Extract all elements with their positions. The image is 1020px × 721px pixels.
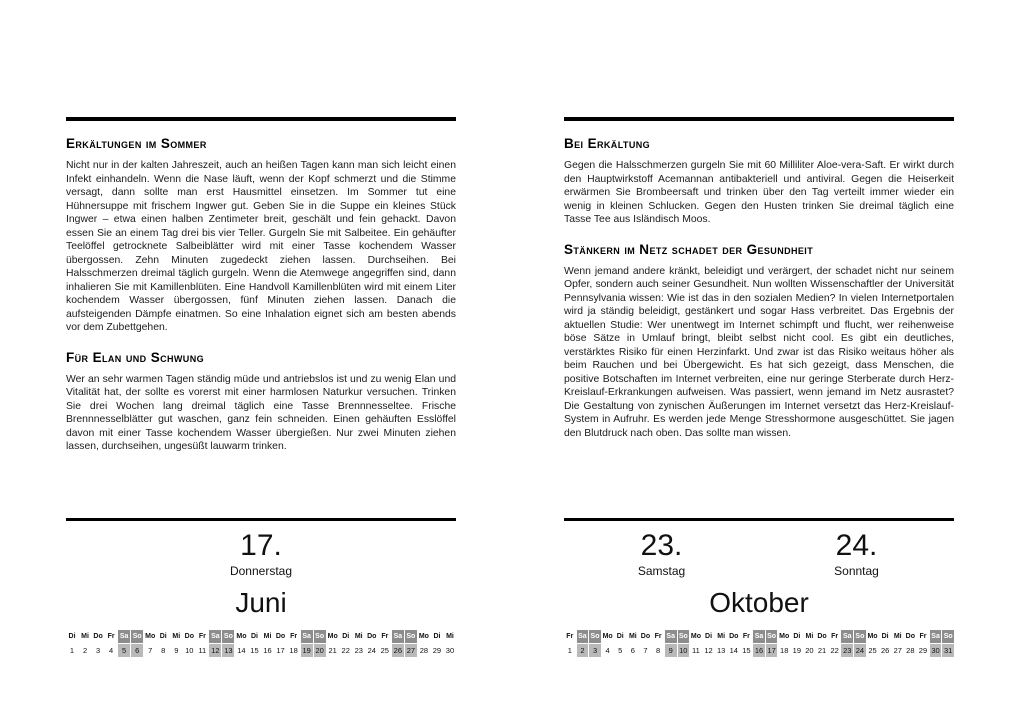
calendar-day-cell: 17 [767, 646, 776, 655]
calendar-weekday-cell: Sa [118, 630, 130, 643]
calendar-weekday-cell: Di [433, 633, 441, 640]
articles-area [66, 121, 456, 518]
calendar-day-cell: 26 [880, 646, 890, 655]
calendar-weekday-cell: Di [705, 633, 713, 640]
calendar-day-cell: 20 [805, 646, 814, 655]
day-number: 23. [640, 529, 683, 562]
calendar-day-cell: 9 [665, 644, 677, 657]
calendar-weekday-cell: Fr [198, 633, 206, 640]
calendar-day-cell: 6 [131, 644, 143, 657]
calendar-day-cell: 18 [289, 646, 298, 655]
calendar-day-cell: 2 [82, 646, 88, 655]
calendar-page-right [564, 117, 954, 657]
calendar-weekday-cell: Sa [841, 630, 853, 643]
calendar-day-cell: 19 [792, 646, 801, 655]
calendar-weekday-cell: Mi [354, 633, 363, 640]
calendar-weekday-cell: Mo [602, 633, 613, 640]
calendar-day-cell: 4 [605, 646, 610, 655]
calendar-weekday-cell: Mo [867, 633, 878, 640]
calendar-weekday-cell: Fr [107, 633, 115, 640]
calendar-day-cell: 29 [432, 646, 442, 655]
calendar-weekday-cell: Di [881, 633, 889, 640]
calendar-day-cell: 18 [780, 646, 789, 655]
weekday-label: Donnerstag [229, 564, 293, 578]
calendar-weekday-cell: Do [184, 633, 194, 640]
calendar-day-cell: 14 [729, 646, 738, 655]
calendar-weekday-cell: Do [640, 633, 651, 640]
calendar-day-cell: 6 [630, 646, 635, 655]
calendar-day-cell: 13 [224, 646, 233, 655]
calendar-day-cell: 27 [893, 646, 902, 655]
calendar-weekday-cell: Sa [209, 630, 221, 643]
calendar-weekday-cell: So [131, 630, 143, 643]
calendar-weekday-cell: So [854, 630, 866, 643]
date-block [759, 531, 954, 578]
month-label: Juni [235, 587, 287, 618]
calendar-weekday-cell: Di [68, 633, 76, 640]
calendar-day-cell: 17 [276, 646, 285, 655]
article-heading: Erkältungen im Sommer [66, 136, 207, 151]
calendar-day-cell: 11 [198, 646, 207, 655]
calendar-weekday-cell: Do [729, 633, 739, 640]
calendar-weekday-cell: So [678, 630, 690, 643]
month-label: Oktober [709, 587, 809, 618]
calendar-day-cell: 7 [148, 646, 153, 655]
calendar-day-cell: 7 [643, 646, 648, 655]
date-block [66, 531, 456, 578]
calendar-weekday-cell: Sa [577, 630, 589, 643]
calendar-weekday-cell: Fr [919, 633, 927, 640]
calendar-weekday-cell: Sa [392, 630, 404, 643]
calendar-day-cell: 28 [906, 646, 915, 655]
calendar-weekday-cell: Di [342, 633, 350, 640]
calendar-page-left [66, 117, 456, 657]
calendar-weekday-cell: Mi [81, 633, 89, 640]
bottom-rule [66, 518, 456, 521]
article-heading: Für Elan und Schwung [66, 349, 204, 365]
dates-row [66, 531, 456, 578]
calendar-day-cell: 16 [263, 646, 272, 655]
article-body: Wenn jemand andere kränkt, beleidigt und verärgert, der schadet nicht nur seinem Opfer, sondern auch seiner Gesundheit. Nun wollten Wissenschaftler der Universität Pennsylvania wissen: Wie ist das in den sozialen Medien? In vielen Internetportalen wird ja ständig beleidigt, gestänkert und sogar Hass verbreitet. Das Ergebnis der aktuellen Studie: Wer unentwegt im Internet schimpft und flucht, wer reihenweise böse Sätze in Umlauf bringt, bleibt selbst nicht cool. Es gibt ein deutliches, verstärktes Risiko für einen Herzinfarkt. Und zwar ist das Risiko weitaus höher als beim Rauchen und bei Übergewicht. Es hat sich gezeigt, dass Menschen, die positive Botschaften im Internet verbreiten, eine nur geringe Sterberate durch Herz-Kreislauf-Erkrankungen aufweisen. Was passiert, wenn jemand im Netz ausrastet? Die Gestaltung von zynischen Äußerungen im Internet versetzt das Herz-Kreislauf-System in Aufruhr. Es werden jede Menge Stresshormone ausgeschüttet. Sie jagen den Blutdruck nach oben. Das sollte man wissen. [564, 265, 954, 439]
calendar-day-cell: 8 [161, 646, 166, 655]
calendar-weekday-cell: Fr [742, 633, 750, 640]
calendar-weekday-cell: Fr [381, 633, 389, 640]
calendar-day-cell: 30 [931, 646, 940, 655]
calendar-weekday-cell: Mi [263, 633, 272, 640]
dates-row [564, 531, 954, 578]
calendar-day-cell: 21 [817, 646, 827, 655]
calendar-weekday-cell: Mo [690, 633, 701, 640]
calendar-weekday-cell: Di [616, 633, 624, 640]
article-heading: Stänkern im Netz schadet der Gesundheit [564, 241, 814, 257]
calendar-day-cell: 12 [211, 646, 220, 655]
calendar-day-cell: 1 [69, 646, 75, 655]
calendar-day-cell: 4 [109, 646, 114, 655]
bottom-rule [564, 518, 954, 521]
calendar-day-cell: 31 [944, 646, 953, 655]
calendar-weekday-cell: Do [93, 633, 103, 640]
calendar-weekday-cell: So [405, 630, 417, 643]
calendar-day-cell: 8 [656, 646, 661, 655]
calendar-day-cell: 10 [679, 646, 688, 655]
calendar-weekday-cell: So [589, 630, 601, 643]
calendar-day-cell: 24 [367, 646, 376, 655]
calendar-weekday-cell: Di [159, 633, 167, 640]
calendar-day-cell: 23 [354, 646, 363, 655]
calendar-day-cell: 22 [830, 646, 839, 655]
calendar-weekday-cell: Sa [301, 630, 313, 643]
date-block [564, 531, 759, 578]
calendar-day-cell: 9 [174, 646, 179, 655]
calendar-weekday-cell: Di [250, 633, 258, 640]
article-body: Gegen die Halsschmerzen gurgeln Sie mit 60 Milliliter Aloe-vera-Saft. Er wirkt durch den Hauptwirkstoff Acemannan antibakteriell und antiviral. Gegen die Heiserkeit erwärmen Sie Brombeersaft und trinken über den Tag verteilt immer wieder ein wenig in kleinen Schlucken. Gegen den Husten trinken Sie dreimal täglich eine Tasse Tee aus Isländisch Moos. [564, 160, 954, 225]
calendar-day-cell: 10 [185, 646, 194, 655]
calendar-day-cell: 30 [445, 646, 455, 655]
calendar-day-cell: 16 [754, 646, 764, 655]
calendar-weekday-cell: Fr [566, 633, 574, 640]
calendar-weekday-cell: Mi [893, 633, 902, 640]
calendar-weekday-cell: Do [367, 633, 377, 640]
calendar-weekday-cell: Fr [831, 633, 839, 640]
calendar-day-cell: 23 [843, 646, 852, 655]
calendar-day-cell: 27 [406, 646, 416, 655]
calendar-weekday-cell: Di [793, 633, 801, 640]
calendar-weekday-cell: So [222, 630, 234, 643]
calendar-day-cell: 15 [742, 646, 751, 655]
calendar-weekday-cell: Do [905, 633, 916, 640]
calendar-day-cell: 12 [704, 646, 713, 655]
calendar-day-cell: 2 [577, 644, 589, 657]
calendar-day-cell: 25 [380, 646, 389, 655]
calendar-weekday-cell: Mo [236, 633, 247, 640]
day-number: 24. [835, 529, 878, 562]
calendar-day-cell: 19 [302, 646, 311, 655]
articles-area [564, 121, 954, 518]
calendar-day-cell: 24 [855, 646, 865, 655]
calendar-day-cell: 1 [567, 646, 572, 655]
calendar-day-cell: 25 [868, 646, 877, 655]
calendar-weekday-cell: Mo [779, 633, 790, 640]
calendar-weekday-cell: Fr [290, 633, 298, 640]
calendar-day-cell: 22 [341, 646, 350, 655]
calendar-weekday-cell: Mi [805, 633, 814, 640]
calendar-day-cell: 13 [716, 646, 726, 655]
calendar-day-cell: 3 [95, 646, 101, 655]
calendar-weekday-cell: Mi [172, 633, 181, 640]
calendar-weekday-cell: Mi [717, 633, 726, 640]
weekday-label: Sonntag [834, 564, 879, 578]
calendar-day-cell: 5 [118, 644, 130, 657]
calendar-day-cell: 26 [393, 646, 403, 655]
calendar-weekday-cell: So [314, 630, 326, 643]
calendar-day-cell: 29 [918, 646, 928, 655]
calendar-weekday-cell: Sa [665, 630, 677, 643]
calendar-strip [564, 630, 954, 657]
calendar-weekday-cell: Mo [145, 633, 156, 640]
weekday-label: Samstag [637, 564, 686, 578]
calendar-day-cell: 20 [315, 646, 324, 655]
calendar-weekday-cell: Mi [628, 633, 637, 640]
calendar-day-cell: 15 [250, 646, 259, 655]
article-body: Nicht nur in der kalten Jahreszeit, auch an heißen Tagen kann man sich leicht einen Infekt einhandeln. Wenn die Nase läuft, wenn der Kopf schmerzt und die Stimme versagt, dann sollte man erst Hausmittel einsetzen. Im Sommer tut eine Hühnersuppe mit frischem Ingwer gut. Geben Sie in die Suppe ein kleines Stück Ingwer – etwa einen halben Zentimeter breit, geschält und fein gehackt. Davon essen Sie an einem Tag drei bis vier Teller. Gurgeln Sie mit Salbeitee. Ein gehäufter Teelöffel getrocknete Salbeiblätter wird mit einer Tasse kochendem Wasser übergossen. Zehn Minuten zugedeckt ziehen lassen. Durchseihen. Bei Halsschmerzen dreimal täglich gurgeln. Wenn die Atemwege angegriffen sind, dann inhalieren Sie mit Kamillenblüten. Eine Handvoll Kamillenblüten wird mit einem Liter kochendem Wasser übergossen, fünf Minuten ziehen lassen. Danach die aufsteigenden Dämpfe einatmen. So eine Inhalation eignet sich am besten abends vor dem Zubettgehen. [66, 160, 456, 333]
calendar-weekday-cell: Mo [418, 633, 429, 640]
calendar-day-cell: 14 [237, 646, 246, 655]
calendar-weekday-cell: Sa [930, 630, 942, 643]
calendar-weekday-cell: Do [275, 633, 286, 640]
calendar-weekday-cell: Sa [753, 630, 765, 643]
calendar-weekday-cell: Mi [446, 633, 454, 640]
calendar-strip [66, 630, 456, 657]
calendar-day-cell: 28 [419, 646, 429, 655]
calendar-day-cell: 11 [692, 646, 700, 655]
calendar-weekday-cell: So [766, 630, 778, 643]
calendar-weekday-cell: Do [817, 633, 827, 640]
article-body: Wer an sehr warmen Tagen ständig müde und antriebslos ist und zu wenig Elan und Vitalität hat, der sollte es vorerst mit einer harmlosen Naturkur versuchen. Trinken Sie drei Wochen lang dreimal täglich eine Tasse Brennnesseltee. Frische Brennnesselblätter gut waschen, ganz fein schneiden. Einen gehäuften Esslöffel davon mit einer Tasse kochendem Wasser übergießen. Nur zwei Minuten ziehen lassen, durchseihen, ungesüßt lauwarm trinken. [66, 373, 456, 452]
calendar-weekday-cell: So [942, 630, 954, 643]
day-number: 17. [240, 529, 282, 562]
calendar-weekday-cell: Mo [327, 633, 338, 640]
calendar-day-cell: 5 [618, 646, 623, 655]
article-heading: Bei Erkältung [564, 136, 651, 151]
calendar-day-cell: 3 [589, 644, 601, 657]
calendar-day-cell: 21 [328, 646, 337, 655]
calendar-weekday-cell: Fr [654, 633, 662, 640]
